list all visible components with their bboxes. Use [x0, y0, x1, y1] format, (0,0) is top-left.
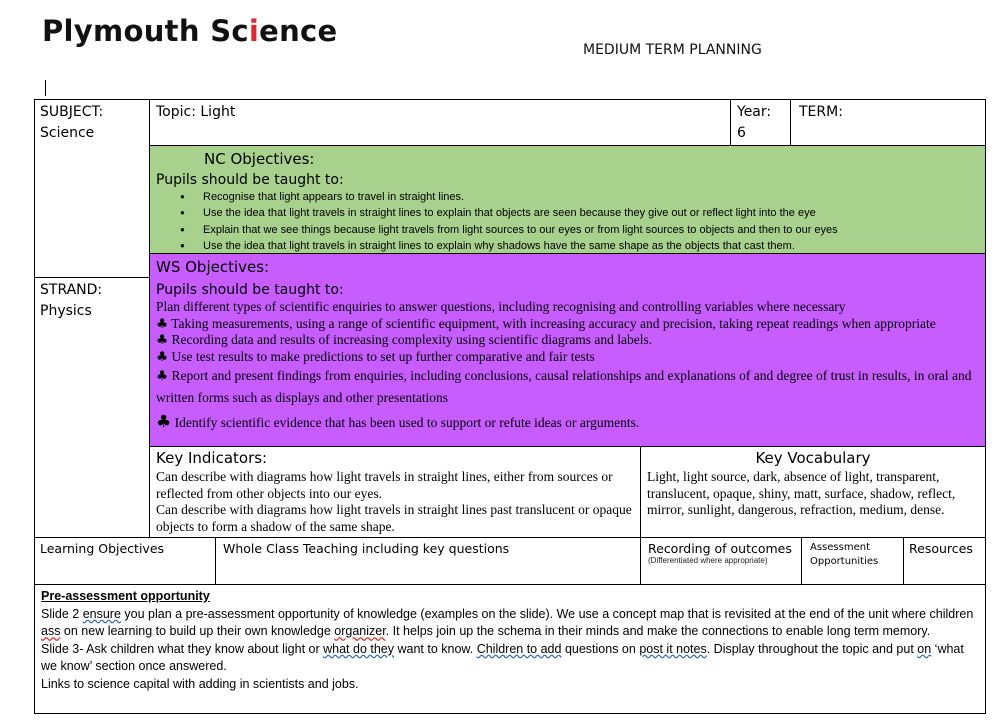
header-recording-outcomes [640, 537, 802, 585]
ws-objectives-intro: Pupils should be taught to: [156, 282, 344, 298]
topic-cell [149, 99, 731, 146]
nc-objectives-section [149, 145, 986, 254]
ws-objectives-title: WS Objectives: [156, 258, 270, 276]
pre-assessment-section [34, 584, 986, 714]
nc-objectives-intro: Pupils should be taught to: [156, 172, 344, 188]
logo-text-i: i [248, 14, 260, 48]
header-resources: Resources [903, 537, 986, 585]
text-cursor [45, 80, 46, 96]
document-title: MEDIUM TERM PLANNING [583, 42, 762, 58]
subject-label: SUBJECT: [40, 104, 104, 120]
club-bullet-icon: ♣ [156, 348, 169, 365]
list-item: Plan different types of scientific enquiries to answer questions, including recognising and controlling variables where necessary [156, 299, 846, 314]
nc-objectives-list [180, 189, 838, 254]
school-logo [42, 14, 338, 48]
header-whole-class-teaching: Whole Class Teaching including key questions [215, 537, 641, 585]
year-value: 6 [737, 125, 746, 141]
list-item: ♣ Identify scientific evidence that has been used to support or refute ideas or arguments. [156, 412, 640, 432]
list-item: ● Use the idea that light travels in straight lines to explain that objects are seen because they give out or reflect light into the eye [180, 205, 838, 221]
header-assessment: Assessment Opportunities [801, 537, 904, 585]
slide-2-paragraph: Slide 2 ensure you plan a pre-assessment opportunity of knowledge (examples on the slide). We use a concept map that is revisited at the end of the unit where children ass on new learning to build up their own knowledge organizer. It helps join up the schema in their minds and make the connections to enable long term memory. [41, 606, 974, 638]
ws-objectives-list [156, 299, 979, 432]
list-item: ● Recognise that light appears to travel in straight lines. [180, 189, 838, 205]
club-bullet-icon: ♣ [156, 368, 169, 384]
year-label: Year: [737, 104, 772, 120]
list-item: ● Use the idea that light travels in straight lines to explain why shadows have the same shape as the objects that cast them. [180, 238, 838, 254]
year-cell [730, 99, 791, 146]
club-bullet-icon: ♣ [156, 412, 172, 432]
club-bullet-icon: ♣ [156, 315, 169, 332]
key-vocabulary-title: Key Vocabulary [755, 449, 871, 467]
key-indicators-text [156, 469, 632, 535]
links-paragraph: Links to science capital with adding in scientists and jobs. [41, 676, 359, 691]
strand-cell [34, 277, 150, 538]
strand-value: Physics [40, 303, 92, 319]
ws-objectives-section [149, 253, 986, 447]
logo-text-part2: ence [259, 14, 338, 48]
subject-cell [34, 99, 150, 278]
club-bullet-icon: ♣ [156, 332, 169, 348]
recording-label: Recording of outcomes [648, 541, 792, 556]
key-indicator-line: Can describe with diagrams how light travels in straight lines past translucent or opaque objects to form a shadow of the same shape. [156, 502, 632, 534]
list-item: ♣ Taking measurements, using a range of scientific equipment, with increasing accuracy and precision, taking repeat readings when appropriate [156, 315, 936, 332]
key-vocabulary-text: Light, light source, dark, absence of light, transparent, translucent, opaque, shiny, matt, surface, shadow, reflect, mirror, sunlight, dangerous, refraction, medium, dense. [647, 469, 956, 517]
subject-value: Science [40, 125, 95, 141]
key-indicators-cell [149, 446, 641, 538]
logo-text-part1: Plymouth Sc [42, 14, 249, 48]
pre-assessment-title: Pre-assessment opportunity [41, 589, 210, 603]
key-vocabulary-cell [640, 446, 986, 538]
list-item: ♣ Recording data and results of increasing complexity using scientific diagrams and labels. [156, 332, 653, 348]
list-item: ♣ Report and present findings from enquiries, including conclusions, causal relationships and explanations of and degree of trust in results, in oral and written forms such as displays and other presentations [156, 368, 972, 405]
list-item: ♣ Use test results to make predictions to set up further comparative and fair tests [156, 348, 595, 365]
strand-label: STRAND: [40, 282, 103, 298]
key-indicators-title: Key Indicators: [156, 449, 268, 467]
key-indicator-line: Can describe with diagrams how light travels in straight lines, either from sources or reflected from other objects into our eyes. [156, 469, 613, 501]
slide-3-paragraph: Slide 3- Ask children what they know about light or what do they want to know. Children to add questions on post it notes. Display throughout the topic and put on ‘what we know’ section once answered. [41, 641, 964, 673]
term-label: TERM: [799, 104, 843, 120]
topic-text: Topic: Light [156, 104, 236, 120]
recording-sublabel: (Differentiated where appropriate) [648, 556, 768, 565]
list-item: ● Explain that we see things because light travels from light sources to our eyes or from light sources to objects and then to our eyes [180, 222, 838, 238]
term-cell [790, 99, 986, 146]
header-learning-objectives: Learning Objectives [34, 537, 216, 585]
nc-objectives-title: NC Objectives: [204, 150, 315, 168]
